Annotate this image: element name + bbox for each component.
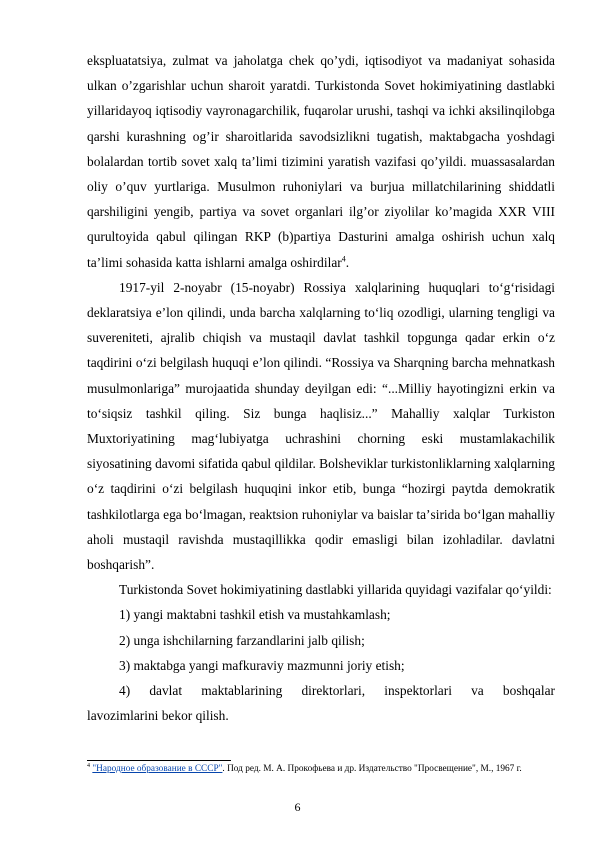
footnote-divider [87,760,231,761]
page-number: 6 [294,800,301,814]
paragraph-1-text: ekspluatatsiya, zulmat va jaholatga chek qo’ydi, iqtisodiyot va madaniyat sohasida ulkan o’zgarishlar uchun sharoit yaratdi. Turkistonda Sovet hokimiyatining dastlabki yillaridayoq iqtisodiy vayronagarchilik, fuqarolar urushi, tashqi va ichki aksilinqilobga qarshi kurashning og’ir sharoitlarida savodsizlikni tugatish, maktabgacha yoshdagi bolalardan tortib sovet xalq ta’limi tizimini yaratish vazifasi qo’yildi. muassasalardan oliy o’quv yurtlariga. Musulmon ruhoniylari va burjua millatchilarining shiddatli qarshiligini yengib, partiya va sovet organlari ilg’or ziyolilar ko’magida XXR VIII qurultoyida qabul qilingan RKP (b)partiya Dasturini amalga oshirish uchun xalq ta’limi sohasida katta ishlarni amalga oshirdilar [87,53,555,270]
list-item-3: 3) maktabga yangi mafkuraviy mazmunni joriy etish; [119,657,405,673]
footnote-marker: 4 [87,762,90,769]
paragraph-1 [87,48,555,275]
paragraph-2: 1917-yil 2-noyabr (15-noyabr) Rossiya xalqlarining huquqlari toʻgʻrisidagi deklaratsiya e’lon qilindi, unda barcha xalqlarning toʻliq ozodligi, ularning tengligi va suvereniteti, ajralib chiqish va mustaqil davlat tashkil topgunga qadar erkin oʻz taqdirini oʻzi belgilash huquqi e’lon qilindi. “Rossiya va Sharqning barcha mehnatkash musulmonlariga” murojaatida shunday deyilgan edi: “...Milliy hayotingizni erkin va toʻsiqsiz tashkil qiling. Siz bunga haqlisiz...” Mahalliy xalqlar Turkiston Muxtoriyatining magʻlubiyatga uchrashini chorning eski mustamlakachilik siyosatining davomi sifatida qabul qildilar. Bolsheviklar turkistonliklarning xalqlarning oʻz taqdirini oʻzi belgilash huquqini inkor etib, bunga “hozirgi paytda demokratik tashkilotlarga ega boʻlmagan, reaktsion ruhoniylar va baislar taʼsirida boʻlgan mahalliy aholi mustaqil ravishda mustaqillikka qodir emasligi bilan izohladilar. davlatni boshqarish”. [87,279,555,573]
list-item-1: 1) yangi maktabni tashkil etish va mustahkamlash; [119,607,391,623]
footnote-source-link[interactable]: "Народное образование в СССР" [92,764,223,774]
page-body [87,48,555,728]
paragraph-1-end: . [345,254,350,270]
footnote [87,763,555,775]
list-item-2: 2) unga ishchilarning farzandlarini jalb qilish; [119,632,365,648]
list-item-4: 4) davlat maktablarining direktorlari, inspektorlari va boshqalar [119,683,555,699]
footnote-citation: . Под ред. М. А. Прокофьева и др. Издательство "Просвещение", М., 1967 г. [222,764,522,774]
paragraph-3: Turkistonda Sovet hokimiyatining dastlabki yillarida quyidagi vazifalar qoʻyildi: [119,582,552,598]
list-item-4-continuation: lavozimlarini bekor qilish. [87,708,229,724]
footnote-reference[interactable]: 4 [341,254,346,264]
